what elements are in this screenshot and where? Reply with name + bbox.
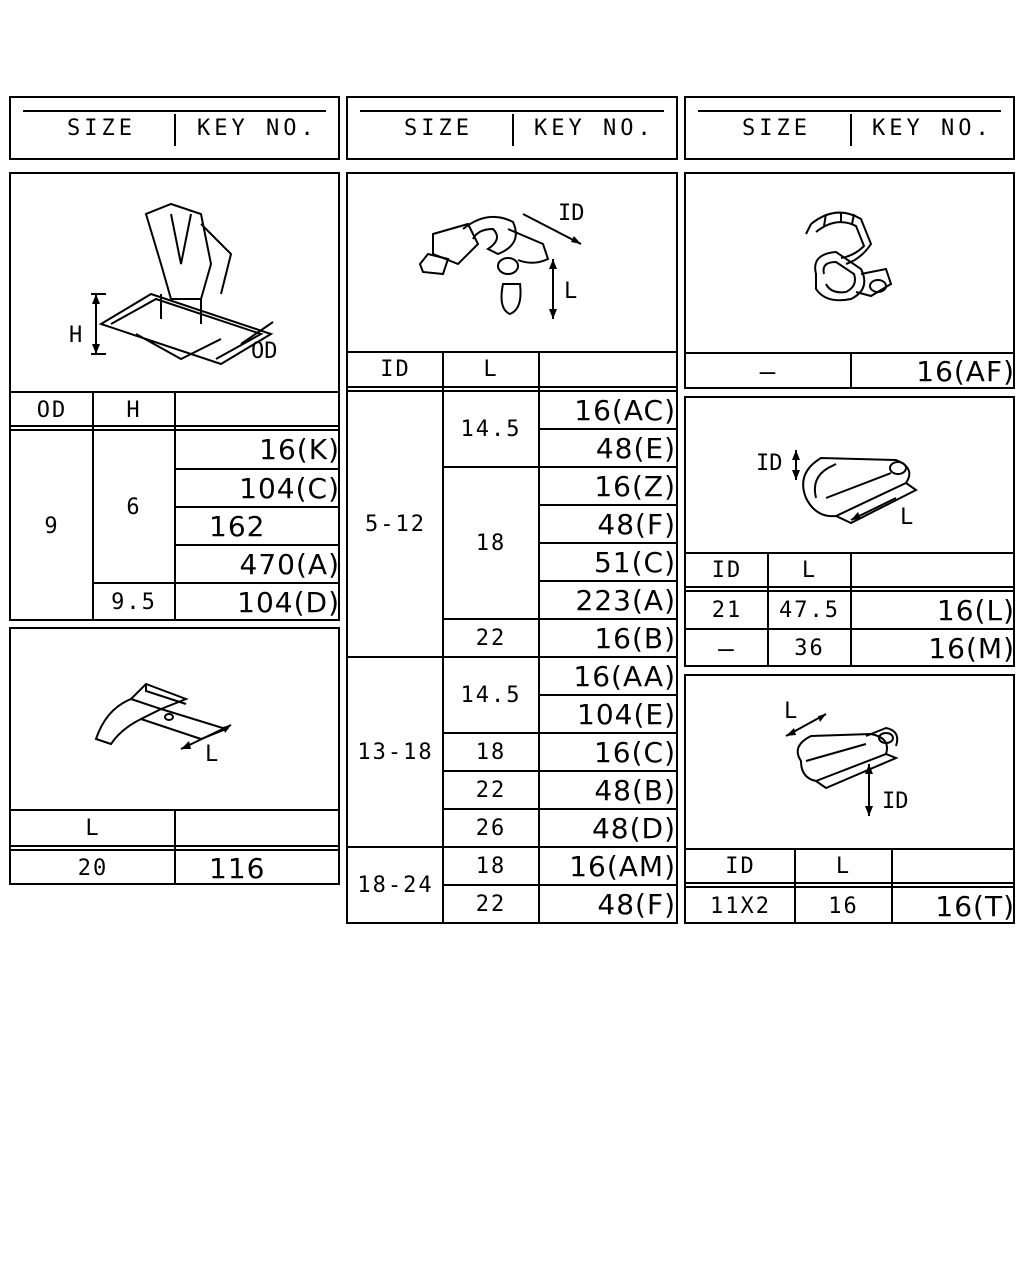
l-value: 18 (475, 530, 507, 556)
key-no: 16(C) (593, 735, 676, 769)
col-l-header: L (85, 815, 101, 841)
id-value: — (718, 633, 736, 664)
panel-push-clip (9, 172, 340, 621)
id-label: ID (756, 451, 783, 476)
col-id-header: ID (725, 853, 756, 879)
panel-loop-clip (684, 674, 1015, 924)
id-label: ID (558, 201, 585, 226)
col-id-header: ID (711, 557, 743, 583)
l-label: L (784, 699, 798, 724)
l-value: 26 (475, 815, 507, 841)
l-label: L (564, 279, 578, 304)
l-value: 18 (475, 853, 507, 879)
key-no-header: KEY NO. (872, 116, 993, 141)
key-no: 16(L) (936, 593, 1015, 627)
l-value: 14.5 (460, 416, 522, 442)
panel-hose-clip (346, 172, 678, 924)
key-no: 104(E) (577, 697, 676, 731)
key-no: 51(C) (593, 545, 676, 579)
od-value: 9 (44, 513, 60, 539)
loop-clip-drawing (686, 676, 1013, 848)
key-no: 16(M) (928, 632, 1015, 665)
id-value: 13-18 (357, 739, 434, 765)
panel-p-clip (684, 396, 1015, 667)
l-value: 18 (475, 739, 507, 765)
key-no: 48(F) (597, 887, 676, 921)
key-no: 16(T) (935, 889, 1015, 923)
key-no: 116 (209, 851, 266, 885)
header-right (684, 96, 1015, 160)
ring-clip-drawing (686, 174, 1013, 352)
key-no: 16(AM) (569, 849, 676, 883)
push-clip-drawing (11, 174, 338, 390)
bracket-drawing (11, 629, 338, 809)
hose-clip-drawing (348, 174, 676, 350)
id-value: 18-24 (357, 872, 434, 898)
col-id-header: ID (380, 357, 411, 382)
col-h-header: H (126, 397, 142, 423)
id-value: 21 (711, 597, 743, 623)
size-header: SIZE (404, 116, 473, 141)
l-label: L (205, 742, 219, 767)
key-no: 16(AA) (573, 659, 676, 693)
size-header: SIZE (742, 116, 811, 141)
l-value: 22 (475, 891, 507, 917)
h-value: 9.5 (111, 590, 157, 615)
key-no-header: KEY NO. (197, 116, 318, 141)
key-no: 223(A) (575, 583, 676, 617)
key-no: 48(D) (591, 811, 676, 845)
header-middle (346, 96, 678, 160)
panel-bracket (9, 627, 340, 885)
col-l-header: L (801, 557, 818, 583)
key-no: 16(AC) (574, 393, 676, 427)
key-no: 16(K) (259, 433, 340, 466)
l-label: L (900, 505, 914, 530)
col-l-header: L (483, 357, 499, 382)
key-no: 470(A) (239, 547, 340, 581)
key-no: 16(B) (594, 621, 676, 655)
col-od-header: OD (36, 397, 68, 423)
key-no-header: KEY NO. (534, 116, 655, 141)
od-label: OD (251, 339, 278, 364)
h-value: 6 (126, 494, 142, 520)
l-value: 47.5 (779, 597, 840, 623)
id-label: ID (882, 789, 909, 814)
h-label: H (69, 323, 83, 348)
col-l-header: L (835, 853, 852, 879)
key-no: 162 (209, 509, 266, 543)
id-value: 5-12 (365, 511, 426, 537)
l-value: 36 (794, 636, 825, 661)
size-header: SIZE (67, 116, 136, 141)
l-value: 14.5 (460, 682, 522, 708)
panel-ring-clip (684, 172, 1015, 389)
l-value: 20 (77, 855, 109, 881)
l-value: 22 (475, 625, 507, 651)
key-no: 48(F) (597, 507, 676, 541)
p-clip-drawing (686, 398, 1013, 552)
key-no: 48(E) (595, 431, 676, 465)
l-value: 16 (828, 893, 859, 919)
id-value: 11X2 (710, 893, 771, 919)
header-left (9, 96, 340, 160)
key-no: 16(Z) (594, 469, 676, 503)
key-no: 16(AF) (916, 355, 1015, 388)
l-value: 22 (475, 777, 507, 803)
key-no: 48(B) (594, 773, 676, 807)
key-no: 104(C) (239, 471, 340, 505)
key-no: 104(D) (237, 586, 340, 619)
size-value: — (759, 356, 778, 387)
